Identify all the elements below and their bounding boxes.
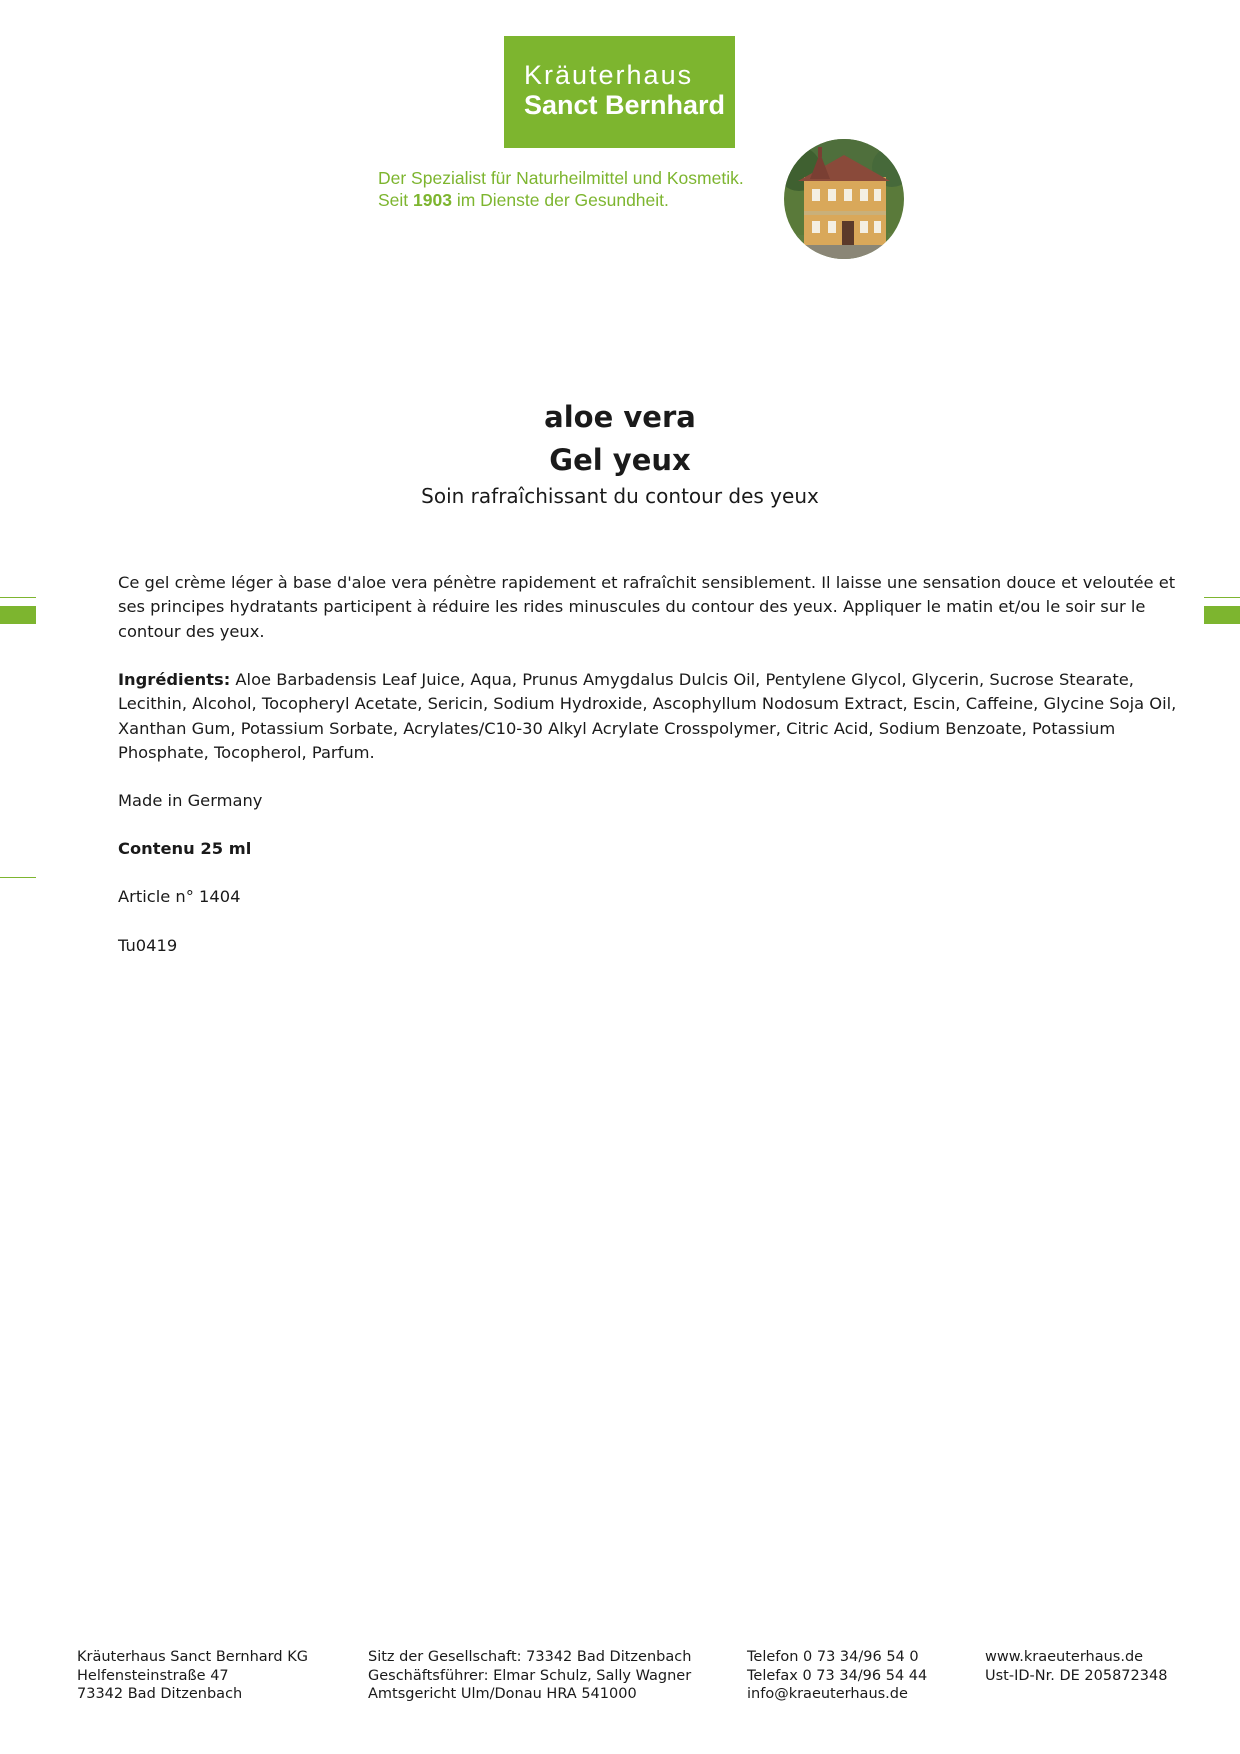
- ingredients-paragraph: [118, 668, 1178, 766]
- product-name: aloe vera: [544, 400, 696, 434]
- footer-web: [985, 1648, 1167, 1685]
- footer-phone: Telefon 0 73 34/96 54 0: [747, 1649, 919, 1665]
- footer-city: 73342 Bad Ditzenbach: [77, 1686, 243, 1702]
- footer-register: Amtsgericht Ulm/Donau HRA 541000: [368, 1686, 637, 1702]
- ingredients-label: Ingrédients:: [118, 670, 231, 689]
- right-fold-mark-top: [1204, 597, 1240, 598]
- footer-fax: Telefax 0 73 34/96 54 44: [747, 1667, 928, 1684]
- origin-text: Made in Germany: [118, 791, 263, 810]
- footer-managers: Geschäftsführer: Elmar Schulz, Sally Wagner: [368, 1667, 692, 1684]
- building-photo: [784, 139, 904, 259]
- batch-code: Tu0419: [118, 936, 178, 955]
- footer-website[interactable]: www.kraeuterhaus.de: [985, 1649, 1144, 1665]
- brand-tagline: [378, 167, 744, 211]
- footer-vat-id: Ust-ID-Nr. DE 205872348: [985, 1667, 1168, 1684]
- footer-legal: [368, 1648, 691, 1704]
- brand-logo: [504, 36, 735, 148]
- footer-company-name: Kräuterhaus Sanct Bernhard KG: [77, 1649, 308, 1665]
- contents-text: Contenu 25 ml: [118, 839, 252, 858]
- product-subtitle: Soin rafraîchissant du contour des yeux: [421, 484, 819, 508]
- footer-contact: [747, 1648, 927, 1704]
- product-description: Ce gel crème léger à base d'aloe vera pénètre rapidement et rafraîchit sensiblement. Il laisse une sensation douce et veloutée et ses principes hydratants participent à réduire les rides minuscules du contour des yeux. Appliquer le matin et/ou le soir sur le contour des yeux.: [118, 573, 1176, 641]
- ingredients-list: Aloe Barbadensis Leaf Juice, Aqua, Prunus Amygdalus Dulcis Oil, Pentylene Glycol, Glycerin, Sucrose Stearate, Lecithin, Alcohol, Tocopheryl Acetate, Sericin, Sodium Hydroxide, Ascophyllum Nodosum Extract, Escin, Caffeine, Glycine Soja Oil, Xanthan Gum, Potassium Sorbate, Acrylates/C10-30 Alkyl Acrylate Crosspolymer, Citric Acid, Sodium Benzoate, Potassium Phosphate, Tocopherol, Parfum.: [118, 670, 1177, 763]
- logo-line-1: Kräuterhaus: [524, 60, 694, 90]
- footer-email[interactable]: info@kraeuterhaus.de: [747, 1686, 908, 1702]
- tagline-year: 1903: [413, 190, 452, 210]
- tagline-prefix: Seit: [378, 190, 414, 210]
- left-fold-mark-bar: [0, 606, 36, 624]
- footer-company: [77, 1648, 308, 1704]
- logo-line-2: Sanct Bernhard: [524, 90, 726, 120]
- article-number: Article n° 1404: [118, 887, 241, 906]
- left-fold-mark-bottom: [0, 877, 36, 878]
- left-fold-mark-top: [0, 597, 36, 598]
- tagline-line-2: [378, 189, 744, 211]
- footer-street: Helfensteinstraße 47: [77, 1667, 229, 1684]
- tagline-suffix: im Dienste der Gesundheit.: [451, 190, 669, 210]
- footer-seat: Sitz der Gesellschaft: 73342 Bad Ditzenbach: [368, 1649, 692, 1665]
- product-type: Gel yeux: [549, 443, 691, 477]
- tagline-line-1: Der Spezialist für Naturheilmittel und Kosmetik.: [378, 168, 744, 188]
- right-fold-mark-bar: [1204, 606, 1240, 624]
